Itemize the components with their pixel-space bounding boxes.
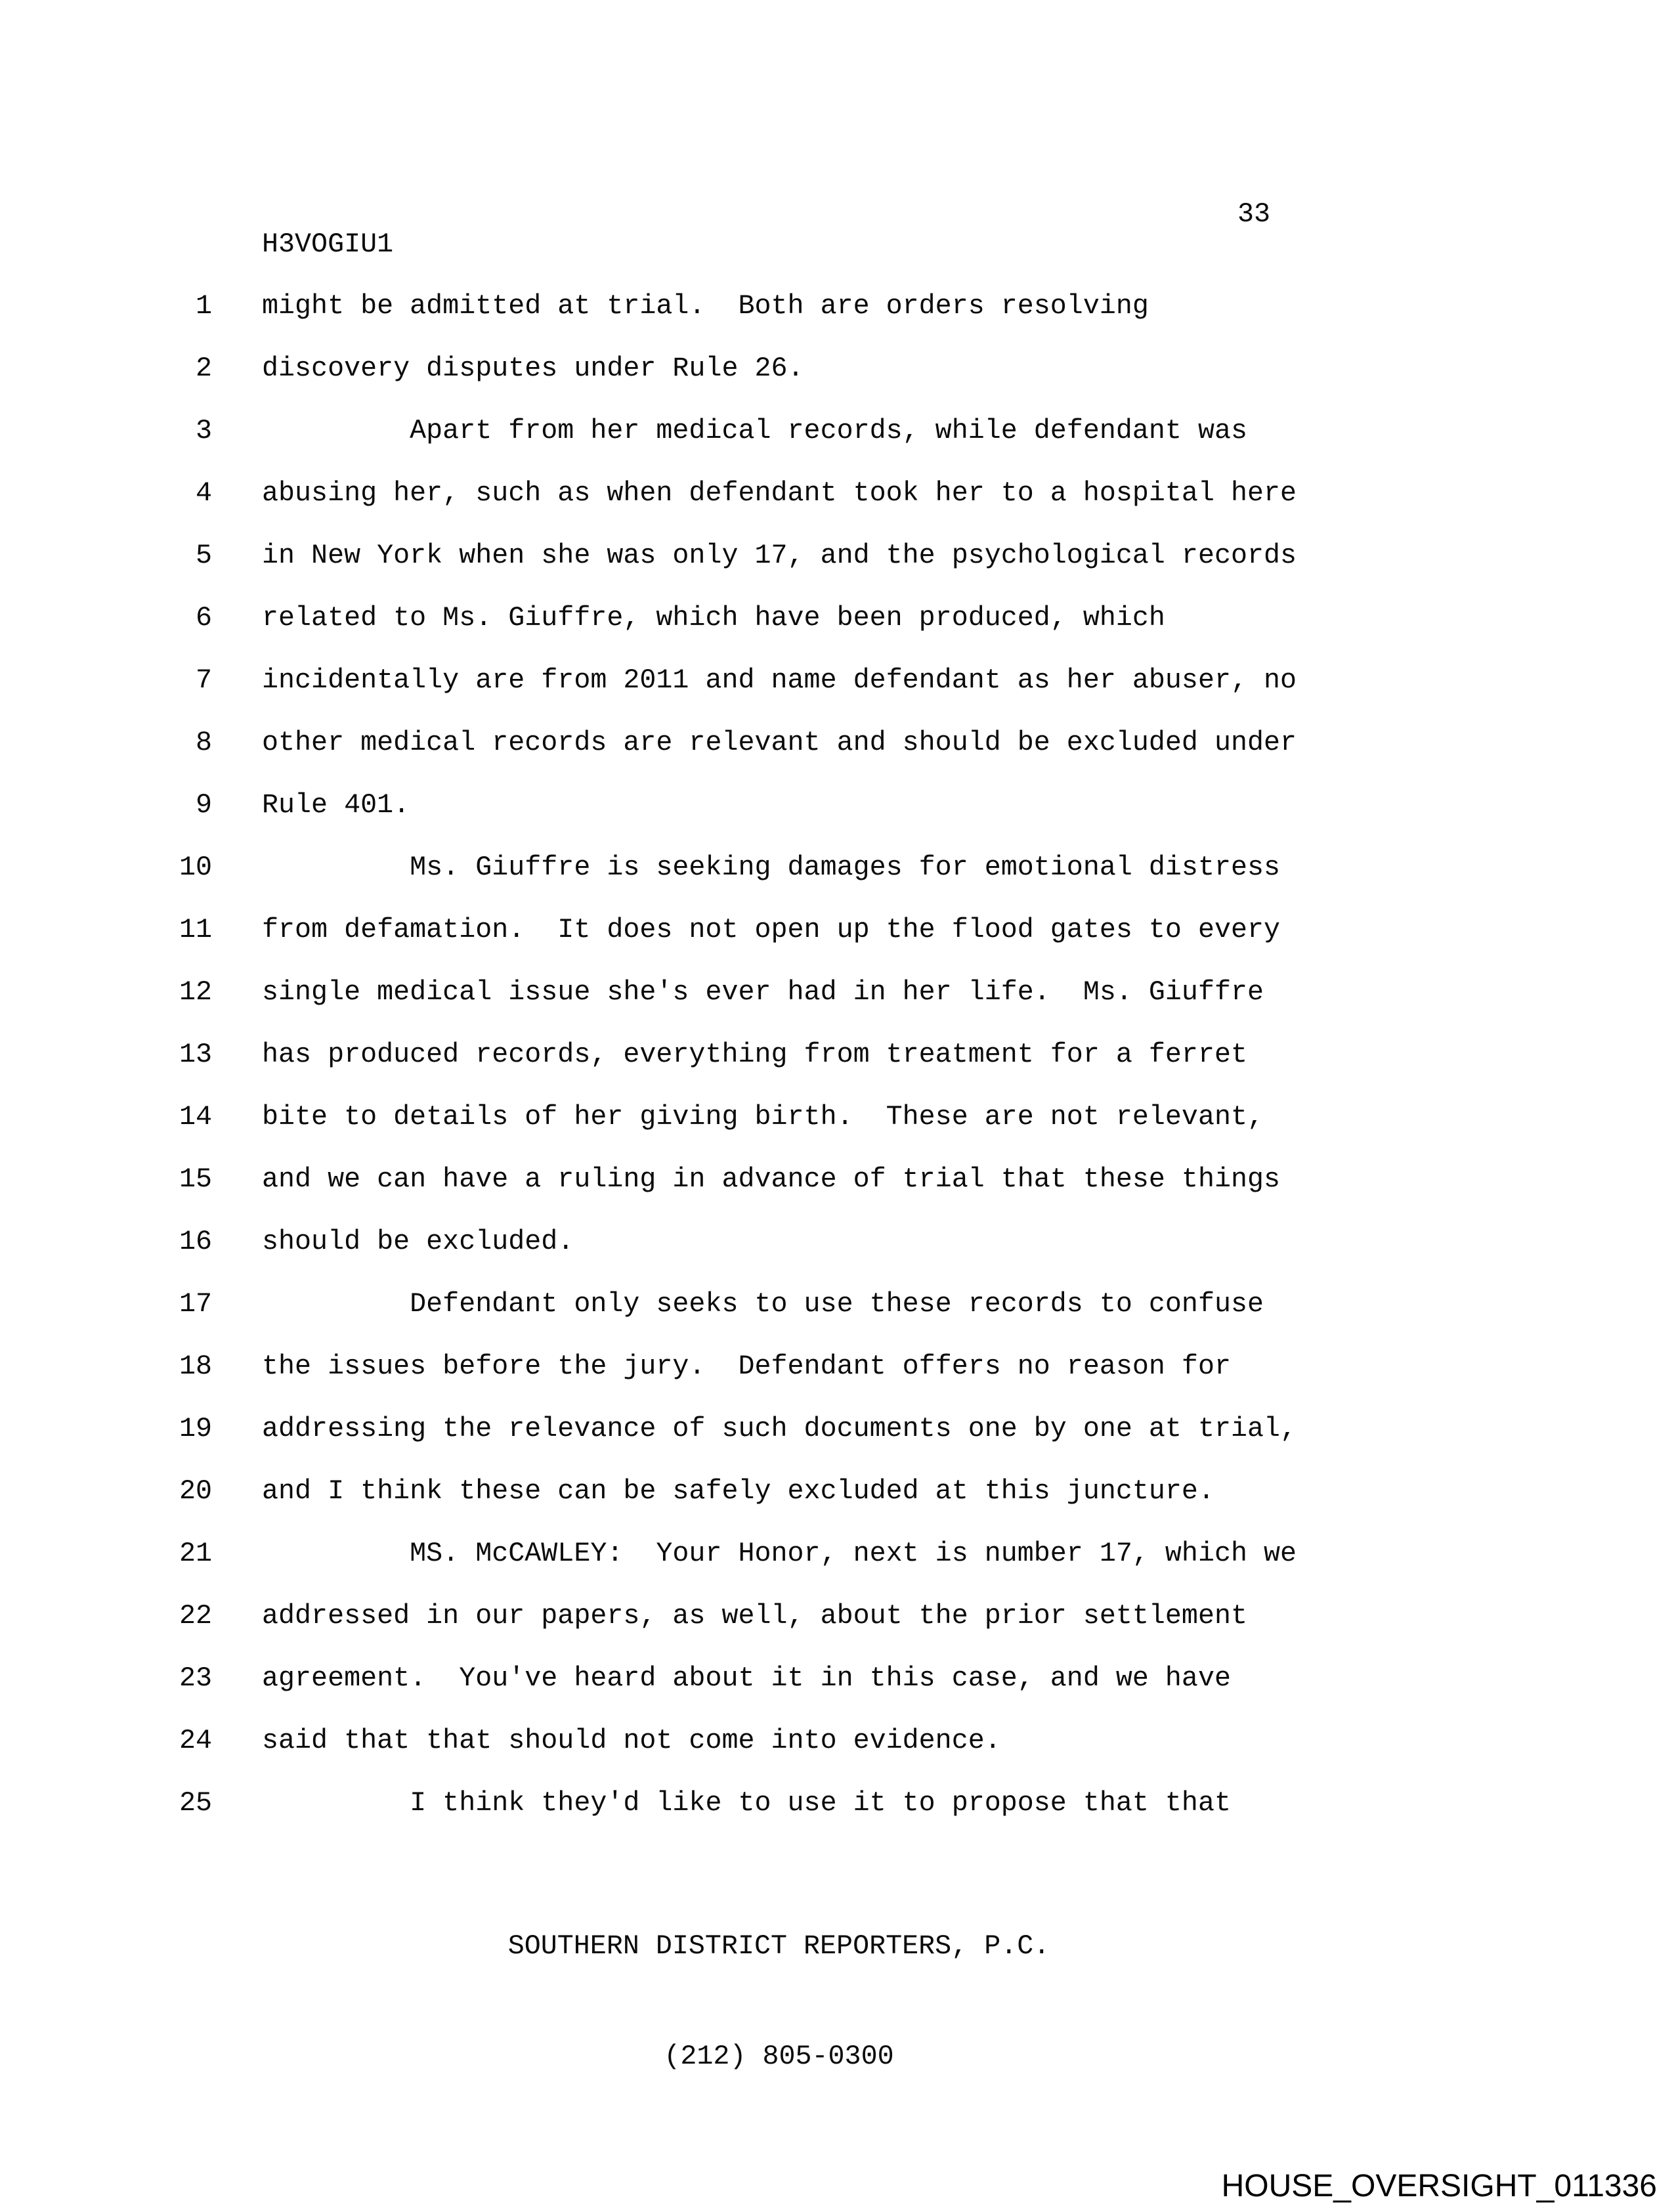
- transcript-line: [0, 1710, 1674, 1772]
- transcript-line: [0, 712, 1674, 774]
- line-number: 13: [179, 1039, 212, 1070]
- line-number: 25: [179, 1787, 212, 1819]
- reporter-phone: (212) 805-0300: [664, 2041, 894, 2072]
- line-text: abusing her, such as when defendant took her to a hospital here: [262, 477, 1297, 509]
- line-number: 12: [179, 976, 212, 1008]
- transcript-line: [0, 1211, 1674, 1273]
- line-text: single medical issue she's ever had in her life. Ms. Giuffre: [262, 976, 1264, 1008]
- line-number: 14: [179, 1101, 212, 1133]
- line-text: incidentally are from 2011 and name defendant as her abuser, no: [262, 664, 1297, 696]
- transcript-line: [0, 1772, 1674, 1834]
- line-number: 11: [179, 914, 212, 945]
- line-text: the issues before the jury. Defendant offers no reason for: [262, 1351, 1231, 1382]
- transcript-line: [0, 836, 1674, 899]
- line-text: Ms. Giuffre is seeking damages for emotional distress: [262, 852, 1281, 883]
- line-text: Defendant only seeks to use these records to confuse: [262, 1288, 1264, 1320]
- line-number: 5: [195, 540, 212, 571]
- line-number: 3: [195, 415, 212, 446]
- transcript-line: [0, 1398, 1674, 1460]
- line-text: said that that should not come into evidence.: [262, 1725, 1001, 1756]
- line-text: Apart from her medical records, while defendant was: [262, 415, 1247, 446]
- line-number: 15: [179, 1163, 212, 1195]
- transcript-line: [0, 1148, 1674, 1211]
- transcript-line: [0, 1335, 1674, 1398]
- line-text: in New York when she was only 17, and the psychological records: [262, 540, 1297, 571]
- transcript-line: [0, 1086, 1674, 1148]
- bates-stamp: HOUSE_OVERSIGHT_011336: [1221, 2169, 1657, 2203]
- transcript-line: [0, 462, 1674, 525]
- transcript-line: [0, 275, 1674, 337]
- line-text: should be excluded.: [262, 1226, 574, 1257]
- transcript-line: [0, 1647, 1674, 1710]
- line-text: other medical records are relevant and should be excluded under: [262, 727, 1297, 758]
- transcript-line: [0, 1273, 1674, 1335]
- reporter-name: SOUTHERN DISTRICT REPORTERS, P.C.: [507, 1930, 1050, 1962]
- transcript-line: [0, 525, 1674, 587]
- line-number: 21: [179, 1538, 212, 1569]
- line-text: and I think these can be safely excluded at this juncture.: [262, 1475, 1214, 1507]
- transcript-line: [0, 899, 1674, 961]
- line-number: 4: [195, 477, 212, 509]
- line-number: 22: [179, 1600, 212, 1632]
- line-number: 23: [179, 1662, 212, 1694]
- line-number: 20: [179, 1475, 212, 1507]
- line-text: and we can have a ruling in advance of trial that these things: [262, 1163, 1281, 1195]
- line-number: 7: [195, 664, 212, 696]
- line-number: 2: [195, 353, 212, 384]
- line-number: 10: [179, 852, 212, 883]
- line-text: from defamation. It does not open up the flood gates to every: [262, 914, 1281, 945]
- transcript-line: [0, 587, 1674, 649]
- line-number: 8: [195, 727, 212, 758]
- line-text: MS. McCAWLEY: Your Honor, next is number 17, which we: [262, 1538, 1297, 1569]
- line-number: 17: [179, 1288, 212, 1320]
- line-number: 18: [179, 1351, 212, 1382]
- transcript-line: [0, 961, 1674, 1024]
- line-text: addressing the relevance of such documents one by one at trial,: [262, 1413, 1297, 1444]
- line-text: might be admitted at trial. Both are orders resolving: [262, 290, 1149, 322]
- transcript-line: [0, 1460, 1674, 1523]
- line-text: bite to details of her giving birth. These are not relevant,: [262, 1101, 1264, 1133]
- page-number: 33: [1237, 198, 1271, 230]
- line-number: 6: [195, 602, 212, 634]
- transcript-line: [0, 400, 1674, 462]
- line-number: 1: [195, 290, 212, 322]
- transcript-body: [0, 275, 1674, 1834]
- transcript-line: [0, 337, 1674, 400]
- line-text: Rule 401.: [262, 789, 410, 821]
- transcript-line: [0, 1523, 1674, 1585]
- line-number: 19: [179, 1413, 212, 1444]
- line-number: 24: [179, 1725, 212, 1756]
- transcript-line: [0, 774, 1674, 836]
- line-text: I think they'd like to use it to propose that that: [262, 1787, 1231, 1819]
- line-text: agreement. You've heard about it in this case, and we have: [262, 1662, 1231, 1694]
- transcript-line: [0, 1585, 1674, 1647]
- reporter-footer: [262, 1854, 1296, 2148]
- line-text: discovery disputes under Rule 26.: [262, 353, 804, 384]
- line-text: related to Ms. Giuffre, which have been produced, which: [262, 602, 1165, 634]
- transcript-header-code: H3VOGIU1: [262, 228, 394, 260]
- line-text: has produced records, everything from treatment for a ferret: [262, 1039, 1247, 1070]
- line-number: 9: [195, 789, 212, 821]
- line-text: addressed in our papers, as well, about the prior settlement: [262, 1600, 1247, 1632]
- transcript-line: [0, 649, 1674, 712]
- line-number: 16: [179, 1226, 212, 1257]
- transcript-line: [0, 1024, 1674, 1086]
